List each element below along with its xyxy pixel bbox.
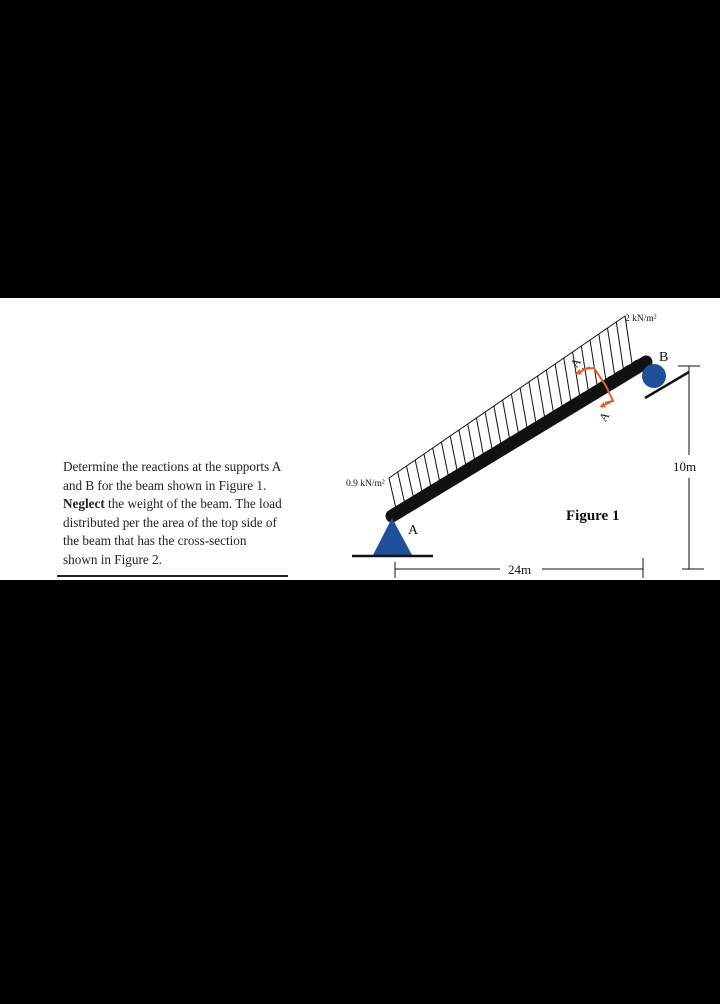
load-arrow	[494, 406, 501, 444]
neglect-emphasis: Neglect	[63, 496, 105, 512]
load-arrow	[590, 340, 597, 385]
problem-line-2: and B for the beam shown in Figure 1.	[63, 477, 267, 493]
vertical-dimension-label: 10m	[673, 459, 697, 474]
problem-line-1: Determine the reactions at the supports A	[63, 459, 282, 474]
figure-1-diagram	[0, 298, 720, 580]
load-arrow	[511, 394, 518, 433]
load-arrow	[415, 460, 422, 493]
load-left-label: 0.9 kN/m²	[346, 479, 385, 489]
problem-line-4: distributed per the area of the top side of	[63, 514, 277, 530]
figure-caption: Figure 1	[566, 508, 620, 524]
load-arrow	[441, 442, 448, 476]
section-label-bottom: A	[595, 409, 613, 425]
load-arrow	[389, 478, 396, 509]
load-arrow	[546, 370, 553, 412]
load-arrow	[450, 436, 457, 471]
load-arrow	[398, 472, 405, 503]
load-arrow	[459, 430, 466, 466]
load-arrow	[608, 328, 615, 374]
load-arrow	[616, 322, 623, 369]
distributed-load-arrows	[389, 316, 632, 509]
load-arrow	[599, 334, 606, 379]
load-arrow	[485, 412, 492, 449]
horizontal-dimension-label: 24m	[508, 562, 532, 577]
load-arrow	[424, 454, 431, 487]
roller-support-icon	[642, 364, 666, 388]
load-arrow	[407, 466, 414, 498]
load-arrow	[538, 376, 545, 417]
support-b-label: B	[659, 350, 669, 365]
load-right-label: 2 kN/m²	[625, 314, 657, 324]
load-arrow	[555, 364, 562, 406]
load-arrow	[529, 382, 536, 423]
load-arrow	[468, 424, 475, 460]
load-arrow	[433, 448, 440, 482]
problem-line-3-rest: the weight of the beam. The load	[104, 496, 282, 512]
load-arrow	[476, 418, 483, 455]
problem-line-5: the beam that has the cross-section	[63, 533, 247, 549]
load-arrow	[520, 388, 527, 428]
problem-line-6: shown in Figure 2.	[63, 551, 162, 567]
load-arrow	[503, 400, 510, 439]
inclined-beam	[392, 362, 646, 516]
section-label-top: A	[567, 355, 584, 371]
support-a-label: A	[408, 523, 419, 538]
triangle-pin-support-icon	[373, 518, 412, 555]
